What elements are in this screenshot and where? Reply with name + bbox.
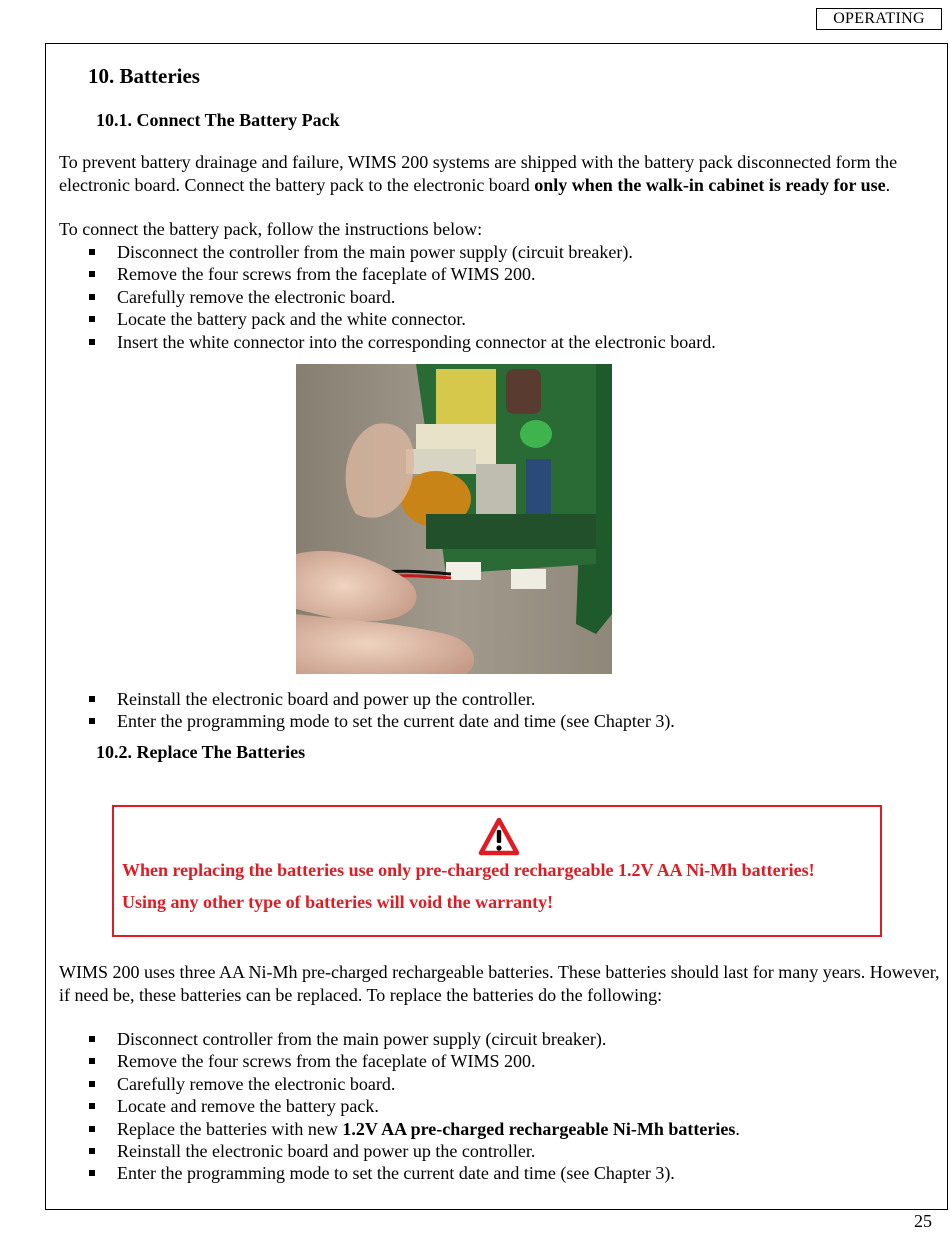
- list-item-text: Carefully remove the electronic board.: [117, 286, 396, 307]
- list-item-text: Enter the programming mode to set the current date and time (see Chapter 3).: [117, 711, 675, 732]
- subsection-title-replace: 10.2. Replace The Batteries: [96, 742, 306, 762]
- list-item-text: Locate and remove the battery pack.: [117, 1096, 379, 1117]
- warning-box: [112, 805, 882, 937]
- list-item-text: Reinstall the electronic board and power up the controller.: [117, 689, 536, 709]
- bullet-icon: [89, 1170, 95, 1176]
- warning-triangle-icon: [478, 817, 520, 857]
- bullet-icon: [89, 1103, 95, 1109]
- bullet-icon: [89, 316, 95, 322]
- bullet-icon: [89, 1036, 95, 1042]
- list-item-text: Remove the four screws from the faceplate of WIMS 200.: [117, 1051, 536, 1072]
- warning-line-2: Using any other type of batteries will void the warranty!: [122, 892, 554, 912]
- list-item-text: Carefully remove the electronic board.: [117, 1073, 396, 1094]
- battery-connector-photo: [296, 364, 612, 674]
- list-item-text: Locate the battery pack and the white connector.: [117, 309, 466, 330]
- connect-intro-end: .: [885, 174, 891, 195]
- connect-intro-text: To prevent battery drainage and failure, WIMS 200 systems are shipped with the battery pack disconnected form the electronic board. Connect the battery pack to the electronic board: [59, 152, 898, 195]
- replace-intro-paragraph: WIMS 200 uses three AA Ni-Mh pre-charged rechargeable batteries. These batteries should last for many years. However, if need be, these batteries can be replaced. To replace the batteries do the following:: [59, 962, 940, 1005]
- section-title: 10. Batteries: [88, 64, 200, 88]
- bullet-icon: [89, 1148, 95, 1154]
- bullet-icon: [89, 1081, 95, 1087]
- bullet-icon: [89, 696, 95, 702]
- page-number: 25: [914, 1211, 932, 1231]
- bullet-icon: [89, 718, 95, 724]
- section-tag: OPERATING: [816, 8, 942, 30]
- list-item-text: Remove the four screws from the faceplate of WIMS 200.: [117, 264, 536, 285]
- bullet-icon: [89, 249, 95, 255]
- list-item-text: Insert the white connector into the corresponding connector at the electronic board.: [117, 331, 716, 352]
- replace-step-text: Replace the batteries with new: [117, 1118, 343, 1139]
- replace-step-end: .: [735, 1118, 740, 1139]
- replace-step-bold: 1.2V AA pre-charged rechargeable Ni-Mh batteries: [342, 1118, 736, 1139]
- connect-intro-paragraph: [59, 151, 939, 196]
- bullet-icon: [89, 1058, 95, 1064]
- bullet-icon: [89, 294, 95, 300]
- bullet-icon: [89, 1126, 95, 1132]
- connect-intro-bold: only when the walk-in cabinet is ready for use: [534, 174, 886, 195]
- list-item-text: Enter the programming mode to set the current date and time (see Chapter 3).: [117, 1163, 675, 1184]
- list-item-text: [117, 1118, 740, 1140]
- list-item-text: Reinstall the electronic board and power up the controller.: [117, 1140, 536, 1161]
- bullet-icon: [89, 339, 95, 345]
- bullet-icon: [89, 271, 95, 277]
- connect-instructions-lead: To connect the battery pack, follow the instructions below:: [59, 219, 483, 239]
- warning-line-1: When replacing the batteries use only pre-charged rechargeable 1.2V AA Ni-Mh batteries!: [122, 860, 815, 880]
- list-item-text: Disconnect the controller from the main power supply (circuit breaker).: [117, 242, 633, 262]
- list-item-text: Disconnect controller from the main power supply (circuit breaker).: [117, 1029, 607, 1049]
- subsection-title-connect: 10.1. Connect The Battery Pack: [96, 110, 340, 130]
